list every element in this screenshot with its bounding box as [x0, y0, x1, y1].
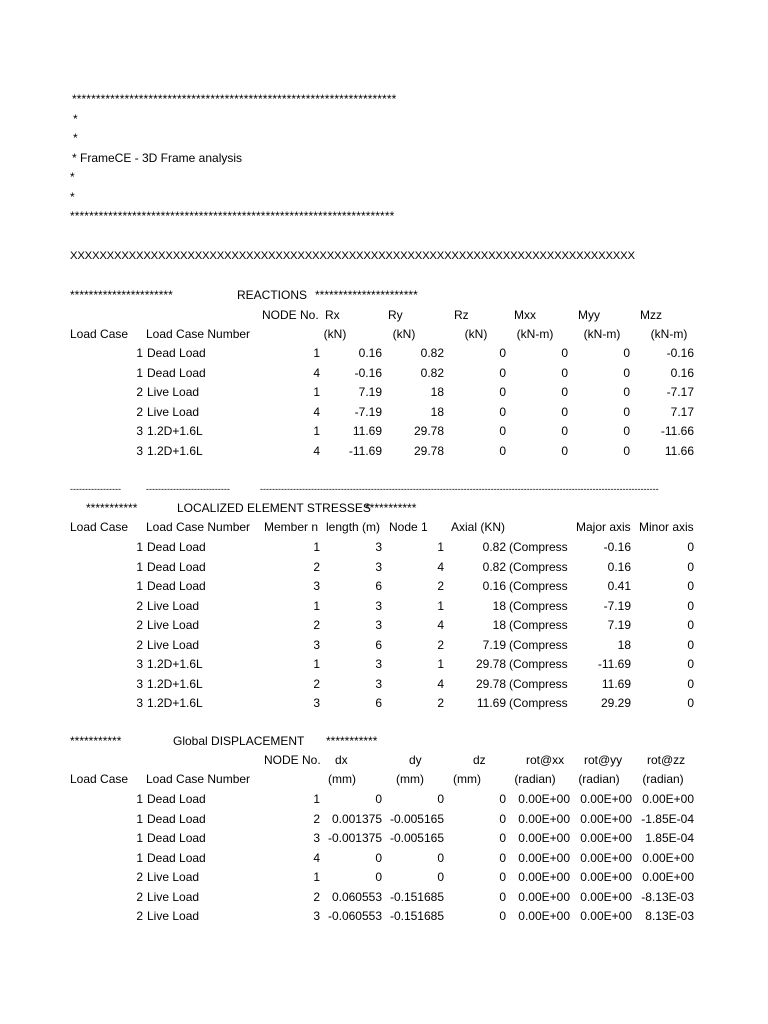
stresses-cell: 4 — [437, 676, 444, 691]
reactions-cell: 0 — [561, 404, 568, 419]
reactions-stars-left: ********************** — [70, 288, 173, 302]
header-line-1: * — [73, 112, 78, 126]
displacement-cell: 0.00E+00 — [580, 909, 632, 923]
stresses-cell: 0.82 — [482, 540, 506, 554]
stresses-cell: 11.69 — [601, 676, 631, 691]
displacement-cell: Dead Load — [147, 811, 206, 826]
stresses-cell: 2 — [136, 618, 143, 632]
stresses-cell: 3 — [313, 579, 320, 593]
displacement-cell: 0.00E+00 — [518, 870, 570, 884]
displacement-cell: 8.13E-03 — [645, 909, 694, 923]
reactions-cell: 18 — [430, 385, 444, 399]
displacement-cell: 1 — [136, 792, 143, 806]
displacement-cell: Dead Load — [147, 850, 206, 865]
reactions-cell: 0 — [499, 443, 506, 458]
reactions-cell: 0 — [499, 365, 506, 380]
reactions-header-cell: Rx — [325, 308, 340, 322]
displacement-cell: 0.00E+00 — [580, 889, 632, 904]
displacement-cell: 0.00E+00 — [518, 811, 570, 826]
reactions-cell: 1 — [136, 346, 143, 360]
reactions-cell: Live Load — [147, 385, 200, 399]
displacement-cell: 0 — [499, 831, 506, 845]
reactions-cell: 0 — [623, 424, 630, 438]
reactions-header-cell: (kN) — [323, 327, 347, 341]
stresses-cell: 1.2D+1.6L — [147, 657, 203, 671]
stresses-header-cell: Load Case Number — [146, 520, 251, 534]
stresses-cell: 0 — [687, 559, 694, 574]
reactions-header-cell: Rz — [454, 308, 469, 322]
header-line-2: * — [73, 131, 78, 145]
stresses-header-cell: Minor axis — [639, 520, 694, 534]
displacement-cell: 1 — [136, 831, 143, 845]
displacement-cell: -0.005165 — [389, 811, 444, 826]
stresses-stars-right: *********** — [365, 501, 417, 515]
stresses-cell: 2 — [313, 618, 320, 632]
displacement-cell: 3 — [313, 909, 320, 923]
displacement-cell: -0.151685 — [389, 909, 444, 923]
displacement-cell: Dead Load — [147, 831, 206, 845]
dash-divider-3: ------------------------------------------------------------------------------------------------------------------------------------- — [260, 484, 659, 494]
stresses-cell: -11.69 — [597, 657, 631, 671]
reactions-cell: 0 — [561, 365, 568, 380]
displacement-cell: Live Load — [147, 909, 200, 923]
stresses-cell: (Compress — [509, 540, 568, 554]
reactions-header-cell: (kN-m) — [583, 327, 621, 341]
displacement-stars-left: *********** — [70, 734, 122, 748]
reactions-cell: 0 — [623, 385, 630, 399]
displacement-cell: 0.00E+00 — [642, 870, 694, 884]
stresses-cell: 1.2D+1.6L — [147, 696, 203, 710]
stresses-cell: 3 — [375, 598, 382, 613]
stresses-cell: 29.29 — [600, 696, 631, 710]
reactions-cell: 0 — [623, 404, 630, 419]
displacement-stars-right: *********** — [326, 734, 378, 748]
reactions-cell: 0 — [499, 404, 506, 419]
stresses-cell: 18 — [492, 598, 506, 613]
stresses-cell: 4 — [437, 559, 444, 574]
stresses-cell: 2 — [313, 559, 320, 574]
reactions-cell: 0 — [561, 424, 568, 438]
displacement-cell: 0 — [499, 792, 506, 806]
stresses-header-cell: Load Case — [70, 520, 129, 534]
displacement-cell: 0.00E+00 — [580, 870, 632, 884]
stresses-cell: 0 — [687, 598, 694, 613]
stresses-cell: Live Load — [147, 618, 200, 632]
reactions-cell: 0.16 — [358, 346, 382, 360]
reactions-cell: 1 — [136, 365, 143, 380]
stresses-cell: 0.41 — [607, 579, 631, 593]
reactions-cell: -11.66 — [660, 424, 694, 438]
reactions-cell: 0 — [561, 385, 568, 399]
stresses-cell: (Compress — [509, 598, 568, 613]
header-line-5: * — [70, 190, 75, 204]
displacement-header-cell: Load Case — [70, 772, 129, 786]
displacement-header-cell: Load Case Number — [146, 772, 251, 786]
reactions-cell: 11.66 — [664, 443, 694, 458]
reactions-header-cell: (kN-m) — [516, 327, 554, 341]
stresses-cell: 0.16 — [482, 579, 506, 593]
stresses-cell: (Compress — [509, 559, 568, 574]
stresses-cell: 1 — [437, 657, 444, 671]
displacement-cell: Dead Load — [147, 792, 206, 806]
displacement-cell: -0.005165 — [389, 831, 444, 845]
stresses-cell: (Compress — [509, 618, 568, 632]
reactions-cell: 0 — [499, 424, 506, 438]
stresses-cell: 6 — [375, 637, 382, 652]
displacement-header-cell: rot@xx — [526, 753, 565, 767]
reactions-cell: 0 — [623, 365, 630, 380]
reactions-cell: 0 — [561, 346, 568, 360]
displacement-cell: 0 — [437, 870, 444, 884]
dash-divider-2: ---------------------------- — [146, 484, 230, 494]
displacement-header-cell: dy — [409, 753, 422, 767]
reactions-cell: 1.2D+1.6L — [147, 443, 203, 458]
reactions-header-cell: Load Case Number — [146, 327, 251, 341]
stresses-cell: 3 — [375, 618, 382, 632]
stresses-cell: 3 — [375, 657, 382, 671]
reactions-header-cell: Mzz — [640, 308, 662, 322]
reactions-cell: 4 — [313, 443, 320, 458]
displacement-cell: 0.00E+00 — [518, 850, 570, 865]
stresses-cell: 1 — [313, 540, 320, 554]
stresses-cell: 0 — [687, 540, 694, 554]
reactions-cell: 0.82 — [420, 365, 444, 380]
reactions-cell: 1 — [313, 424, 320, 438]
displacement-cell: 4 — [313, 850, 320, 865]
reactions-cell: -11.69 — [348, 443, 382, 458]
stresses-cell: 1 — [313, 598, 320, 613]
displacement-cell: 0 — [499, 870, 506, 884]
reactions-cell: -7.17 — [666, 385, 694, 399]
displacement-header-cell: (mm) — [396, 772, 424, 786]
displacement-cell: 0 — [375, 850, 382, 865]
displacement-title: Global DISPLACEMENT — [173, 734, 305, 748]
displacement-cell: -8.13E-03 — [641, 889, 694, 904]
displacement-cell: 0.00E+00 — [642, 792, 694, 806]
reactions-cell: 4 — [313, 365, 320, 380]
stresses-cell: Dead Load — [147, 540, 206, 554]
stresses-cell: 1 — [437, 540, 444, 554]
stresses-cell: 2 — [437, 579, 444, 593]
stresses-cell: 2 — [136, 598, 143, 613]
displacement-cell: 0.00E+00 — [580, 850, 632, 865]
displacement-cell: 2 — [313, 811, 320, 826]
displacement-cell: 0.00E+00 — [580, 792, 632, 806]
stresses-cell: (Compress — [509, 579, 568, 593]
displacement-cell: 0 — [499, 850, 506, 865]
displacement-cell: 0.00E+00 — [580, 811, 632, 826]
displacement-cell: 2 — [313, 889, 320, 904]
reactions-header-cell: (kN) — [392, 327, 416, 341]
displacement-header-cell: (radian) — [578, 772, 620, 786]
stresses-cell: 3 — [313, 696, 320, 710]
stresses-header-cell: length (m) — [326, 520, 381, 534]
reactions-header-cell: Myy — [578, 308, 600, 322]
stresses-cell: 1 — [136, 540, 143, 554]
reactions-header-cell: Mxx — [514, 308, 536, 322]
reactions-header-cell: (kN) — [464, 327, 488, 341]
stresses-header-cell: Major axis — [576, 520, 631, 534]
displacement-cell: 0.060553 — [331, 889, 382, 904]
reactions-cell: 29.78 — [413, 443, 444, 458]
stresses-cell: 1 — [136, 579, 143, 593]
stresses-cell: 7.19 — [482, 637, 506, 652]
displacement-header-cell: (radian) — [642, 772, 684, 786]
stresses-cell: 1 — [313, 657, 320, 671]
reactions-cell: 0 — [499, 385, 506, 399]
displacement-cell: 3 — [313, 831, 320, 845]
stresses-cell: 1 — [437, 598, 444, 613]
displacement-header-cell: rot@yy — [584, 753, 623, 767]
displacement-cell: 0 — [375, 870, 382, 884]
displacement-cell: 2 — [136, 870, 143, 884]
reactions-cell: 3 — [136, 443, 143, 458]
displacement-cell: -0.001375 — [327, 831, 382, 845]
dash-divider-1: ----------------- — [70, 484, 121, 494]
displacement-cell: 0 — [437, 792, 444, 806]
displacement-cell: 0 — [499, 889, 506, 904]
displacement-cell: 0.00E+00 — [518, 889, 570, 904]
stresses-cell: -7.19 — [603, 598, 631, 613]
stresses-cell: 4 — [437, 618, 444, 632]
displacement-cell: 0.00E+00 — [518, 909, 570, 923]
displacement-header-cell: dx — [335, 753, 348, 767]
stresses-header-cell: Node 1 — [389, 520, 428, 534]
stresses-cell: 3 — [136, 657, 143, 671]
stresses-cell: -0.16 — [603, 540, 631, 554]
stresses-cell: 0 — [687, 657, 694, 671]
stresses-cell: 29.78 — [475, 657, 506, 671]
reactions-cell: 1.2D+1.6L — [147, 424, 203, 438]
stresses-cell: 3 — [375, 559, 382, 574]
stresses-cell: 0 — [687, 579, 694, 593]
displacement-cell: 2 — [136, 909, 143, 923]
displacement-cell: 0 — [499, 909, 506, 923]
displacement-cell: -0.060553 — [327, 909, 382, 923]
reactions-cell: 0.16 — [670, 365, 694, 380]
reactions-cell: 0.82 — [420, 346, 444, 360]
displacement-cell: Live Load — [147, 870, 200, 884]
stresses-cell: 18 — [492, 618, 506, 632]
displacement-cell: 0 — [499, 811, 506, 826]
displacement-header-cell: dz — [473, 753, 486, 767]
stresses-cell: Dead Load — [147, 559, 206, 574]
stresses-cell: (Compress — [509, 696, 568, 710]
stresses-stars-left: *********** — [86, 501, 138, 515]
header-stars-bottom: ******************************************************************** — [70, 209, 395, 223]
displacement-cell: -1.85E-04 — [641, 811, 694, 826]
stresses-cell: 3 — [136, 676, 143, 691]
reactions-header-cell: NODE No. — [262, 308, 319, 322]
reactions-cell: Dead Load — [147, 365, 206, 380]
stresses-cell: 0 — [687, 637, 694, 652]
displacement-cell: -0.151685 — [389, 889, 444, 904]
stresses-cell: Live Load — [147, 637, 200, 652]
reactions-cell: -7.19 — [354, 404, 382, 419]
stresses-cell: 0.16 — [607, 559, 631, 574]
reactions-cell: 0 — [561, 443, 568, 458]
reactions-cell: 0 — [499, 346, 506, 360]
displacement-cell: 1 — [313, 870, 320, 884]
displacement-cell: 0 — [437, 850, 444, 865]
reactions-cell: 0 — [623, 443, 630, 458]
displacement-cell: 0.00E+00 — [518, 831, 570, 845]
stresses-cell: 3 — [313, 637, 320, 652]
stresses-cell: 7.19 — [607, 618, 631, 632]
stresses-title: LOCALIZED ELEMENT STRESSES — [177, 501, 371, 515]
displacement-cell: 0.00E+00 — [580, 831, 632, 845]
reactions-header-cell: Load Case — [70, 327, 129, 341]
stresses-cell: 0 — [687, 676, 694, 691]
stresses-cell: 1.2D+1.6L — [147, 676, 203, 691]
displacement-header-cell: rot@zz — [647, 753, 686, 767]
header-line-4: * — [70, 170, 75, 184]
stresses-cell: (Compress — [509, 676, 568, 691]
reactions-stars-right: ********************** — [315, 288, 418, 302]
displacement-header-cell: (radian) — [514, 772, 556, 786]
stresses-cell: 3 — [375, 540, 382, 554]
stresses-cell: 6 — [375, 579, 382, 593]
displacement-cell: 1 — [313, 792, 320, 806]
stresses-cell: 11.69 — [476, 696, 506, 710]
stresses-header-cell: Axial (KN) — [451, 520, 506, 534]
stresses-cell: 18 — [617, 637, 631, 652]
header-title: * FrameCE - 3D Frame analysis — [72, 151, 243, 165]
displacement-cell: 1.85E-04 — [645, 831, 694, 845]
displacement-cell: 1 — [136, 850, 143, 865]
reactions-header-cell: (kN-m) — [650, 327, 688, 341]
reactions-cell: -0.16 — [666, 346, 694, 360]
divider-x: XXXXXXXXXXXXXXXXXXXXXXXXXXXXXXXXXXXXXXXXXXXXXXXXXXXXXXXXXXXXXXXXXXXXXXXXXXXXX — [70, 250, 635, 262]
displacement-cell: Live Load — [147, 889, 200, 904]
stresses-cell: (Compress — [509, 657, 568, 671]
reactions-cell: 1 — [313, 346, 320, 360]
reactions-header-cell: Ry — [388, 308, 403, 322]
reactions-cell: 7.17 — [670, 404, 694, 419]
reactions-cell: Dead Load — [147, 346, 206, 360]
reactions-cell: -0.16 — [354, 365, 382, 380]
displacement-cell: 2 — [136, 889, 143, 904]
reactions-title: REACTIONS — [237, 288, 308, 302]
displacement-header-cell: NODE No. — [264, 753, 321, 767]
displacement-cell: 0 — [375, 792, 382, 806]
reactions-cell: 3 — [136, 424, 143, 438]
stresses-cell: 6 — [375, 696, 382, 710]
stresses-cell: 3 — [375, 676, 382, 691]
reactions-cell: 29.78 — [413, 424, 444, 438]
stresses-cell: 29.78 — [475, 676, 506, 691]
reactions-cell: 4 — [313, 404, 320, 419]
reactions-cell: 2 — [136, 404, 143, 419]
stresses-cell: 1 — [136, 559, 143, 574]
stresses-cell: 3 — [136, 696, 143, 710]
displacement-cell: 0.001375 — [331, 811, 382, 826]
stresses-cell: Live Load — [147, 598, 200, 613]
stresses-cell: 2 — [437, 696, 444, 710]
displacement-header-cell: (mm) — [453, 772, 481, 786]
stresses-cell: Dead Load — [147, 579, 206, 593]
stresses-cell: 0 — [687, 618, 694, 632]
reactions-cell: Live Load — [147, 404, 200, 419]
displacement-cell: 0.00E+00 — [642, 850, 694, 865]
reactions-cell: 0 — [623, 346, 630, 360]
reactions-cell: 11.69 — [352, 424, 382, 438]
displacement-cell: 0.00E+00 — [518, 792, 570, 806]
stresses-cell: (Compress — [509, 637, 568, 652]
stresses-cell: 2 — [313, 676, 320, 691]
stresses-cell: 0.82 — [482, 559, 506, 574]
reactions-cell: 7.19 — [358, 385, 382, 399]
stresses-cell: 2 — [136, 637, 143, 652]
reactions-cell: 1 — [313, 385, 320, 399]
reactions-cell: 2 — [136, 385, 143, 399]
displacement-cell: 1 — [136, 811, 143, 826]
reactions-cell: 18 — [430, 404, 444, 419]
stresses-header-cell: Member n — [264, 520, 319, 534]
stresses-cell: 2 — [437, 637, 444, 652]
displacement-header-cell: (mm) — [328, 772, 356, 786]
header-stars-top: ******************************************************************** — [72, 92, 397, 106]
stresses-cell: 0 — [687, 696, 694, 710]
